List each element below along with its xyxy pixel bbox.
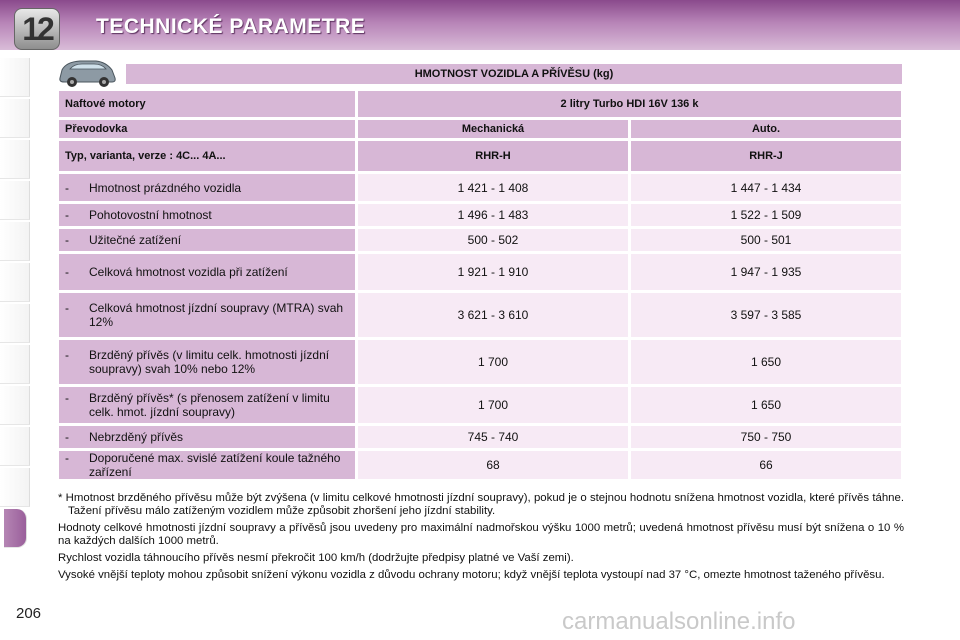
chapter-tab[interactable]	[0, 304, 30, 343]
row-auto-value: 66	[631, 451, 901, 479]
type-manual: RHR-H	[358, 141, 628, 171]
row-manual-value: 1 421 - 1 408	[358, 174, 628, 201]
table-row	[59, 451, 901, 479]
row-dash: -	[65, 265, 69, 279]
row-auto-value: 1 447 - 1 434	[631, 174, 901, 201]
footnote: * Hmotnost brzděného přívěsu může být zvýšena (v limitu celkové hmotnosti jízdní soupravy), pokud je o stejnou hodnotu snížena hmotnost vozidla, které přívěs táhne. Tažení přívěsu málo zatíženým vozidlem může způsobit zhoršení jeho jízdní stability.	[58, 492, 904, 517]
page-number: 206	[16, 605, 42, 622]
chapter-tab[interactable]	[0, 386, 30, 425]
page-header	[0, 0, 960, 50]
row-auto-value: 1 650	[631, 387, 901, 423]
row-manual-value: 745 - 740	[358, 426, 628, 448]
weights-table	[56, 88, 904, 482]
row-label-text: Celková hmotnost vozidla při zatížení	[89, 265, 288, 279]
row-label	[59, 426, 355, 448]
row-manual-value: 1 700	[358, 387, 628, 423]
row-label-text: Doporučené max. svislé zatížení koule tažného zařízení	[89, 451, 341, 479]
row-auto-value: 500 - 501	[631, 229, 901, 251]
row-label	[59, 254, 355, 290]
row-label	[59, 451, 355, 479]
table-row	[59, 387, 901, 423]
chapter-tab[interactable]	[0, 99, 30, 138]
chapter-tab[interactable]	[0, 345, 30, 384]
chapter-tab[interactable]	[0, 468, 30, 507]
row-label	[59, 174, 355, 201]
chapter-badge: 12	[14, 8, 60, 50]
row-auto-value: 1 650	[631, 340, 901, 384]
row-label	[59, 229, 355, 251]
row-manual-value: 1 496 - 1 483	[358, 204, 628, 226]
table-row	[59, 229, 901, 251]
row-label	[59, 340, 355, 384]
engine-value: 2 litry Turbo HDI 16V 136 k	[358, 91, 901, 117]
row-dash: -	[65, 208, 69, 222]
row-auto-value: 1 947 - 1 935	[631, 254, 901, 290]
row-manual-value: 1 921 - 1 910	[358, 254, 628, 290]
table-row	[59, 254, 901, 290]
row-label-text: Brzděný přívěs (v limitu celk. hmotnosti jízdní soupravy) svah 10% nebo 12%	[89, 348, 330, 376]
chapter-tab[interactable]	[0, 140, 30, 179]
row-dash: -	[65, 391, 69, 405]
chapter-tab[interactable]	[0, 222, 30, 261]
row-dash: -	[65, 451, 69, 465]
car-icon	[56, 56, 118, 88]
row-label-text: Nebrzděný přívěs	[89, 430, 184, 444]
table-row	[59, 174, 901, 201]
row-auto-value: 750 - 750	[631, 426, 901, 448]
table-row	[59, 340, 901, 384]
type-auto: RHR-J	[631, 141, 901, 171]
row-manual-value: 3 621 - 3 610	[358, 293, 628, 337]
chapter-tab[interactable]	[0, 58, 30, 97]
row-label	[59, 293, 355, 337]
chapter-tab-active[interactable]	[4, 509, 27, 548]
row-label	[59, 204, 355, 226]
row-manual-value: 500 - 502	[358, 229, 628, 251]
row-dash: -	[65, 348, 69, 362]
note-paragraph: Hodnoty celkové hmotnosti jízdní soupravy a přívěsů jsou uvedeny pro maximální nadmořskou výšku 1000 metrů; uvedená hmotnost přívěsu musí být snížena o 10 % na každých dalších 1000 metrů.	[58, 522, 904, 547]
type-row	[59, 141, 901, 171]
row-label	[59, 387, 355, 423]
row-label-text: Hmotnost prázdného vozidla	[89, 180, 242, 195]
row-dash: -	[65, 180, 69, 195]
gearbox-row	[59, 120, 901, 138]
row-label-text: Pohotovostní hmotnost	[89, 208, 212, 222]
note-paragraph: Vysoké vnější teploty mohou způsobit snížení výkonu vozidla z důvodu ochrany motoru; když vnější teplota vystoupí nad 37 °C, omezte hmotnost taženého přívěsu.	[58, 569, 885, 581]
gearbox-label: Převodovka	[59, 120, 355, 138]
row-manual-value: 68	[358, 451, 628, 479]
chapter-tab[interactable]	[0, 181, 30, 220]
type-label: Typ, varianta, verze : 4C... 4A...	[59, 141, 355, 171]
row-label-text: Užitečné zatížení	[89, 233, 182, 247]
row-auto-value: 3 597 - 3 585	[631, 293, 901, 337]
chapter-tab[interactable]	[0, 427, 30, 466]
row-label-text: Celková hmotnost jízdní soupravy (MTRA) svah 12%	[89, 301, 344, 329]
chapter-tab[interactable]	[0, 263, 30, 302]
note-paragraph: Rychlost vozidla táhnoucího přívěs nesmí překročit 100 km/h (dodržujte předpisy platné ve Vaší zemi).	[58, 552, 574, 564]
row-dash: -	[65, 233, 69, 247]
row-manual-value: 1 700	[358, 340, 628, 384]
engine-label: Naftové motory	[59, 91, 355, 117]
table-row	[59, 426, 901, 448]
engine-row	[59, 91, 901, 117]
table-row	[59, 204, 901, 226]
row-dash: -	[65, 430, 69, 444]
chapter-tabs	[0, 58, 30, 550]
row-dash: -	[65, 301, 69, 315]
page-title: TECHNICKÉ PARAMETRE	[96, 15, 366, 38]
gearbox-manual: Mechanická	[358, 120, 628, 138]
notes	[58, 492, 904, 586]
gearbox-auto: Auto.	[631, 120, 901, 138]
row-auto-value: 1 522 - 1 509	[631, 204, 901, 226]
table-title: HMOTNOST VOZIDLA A PŘÍVĚSU (kg)	[126, 64, 902, 84]
watermark: carmanualsonline.info	[562, 608, 796, 635]
row-label-text: Brzděný přívěs* (s přenosem zatížení v limitu celk. hmot. jízdní soupravy)	[89, 391, 330, 419]
table-row	[59, 293, 901, 337]
